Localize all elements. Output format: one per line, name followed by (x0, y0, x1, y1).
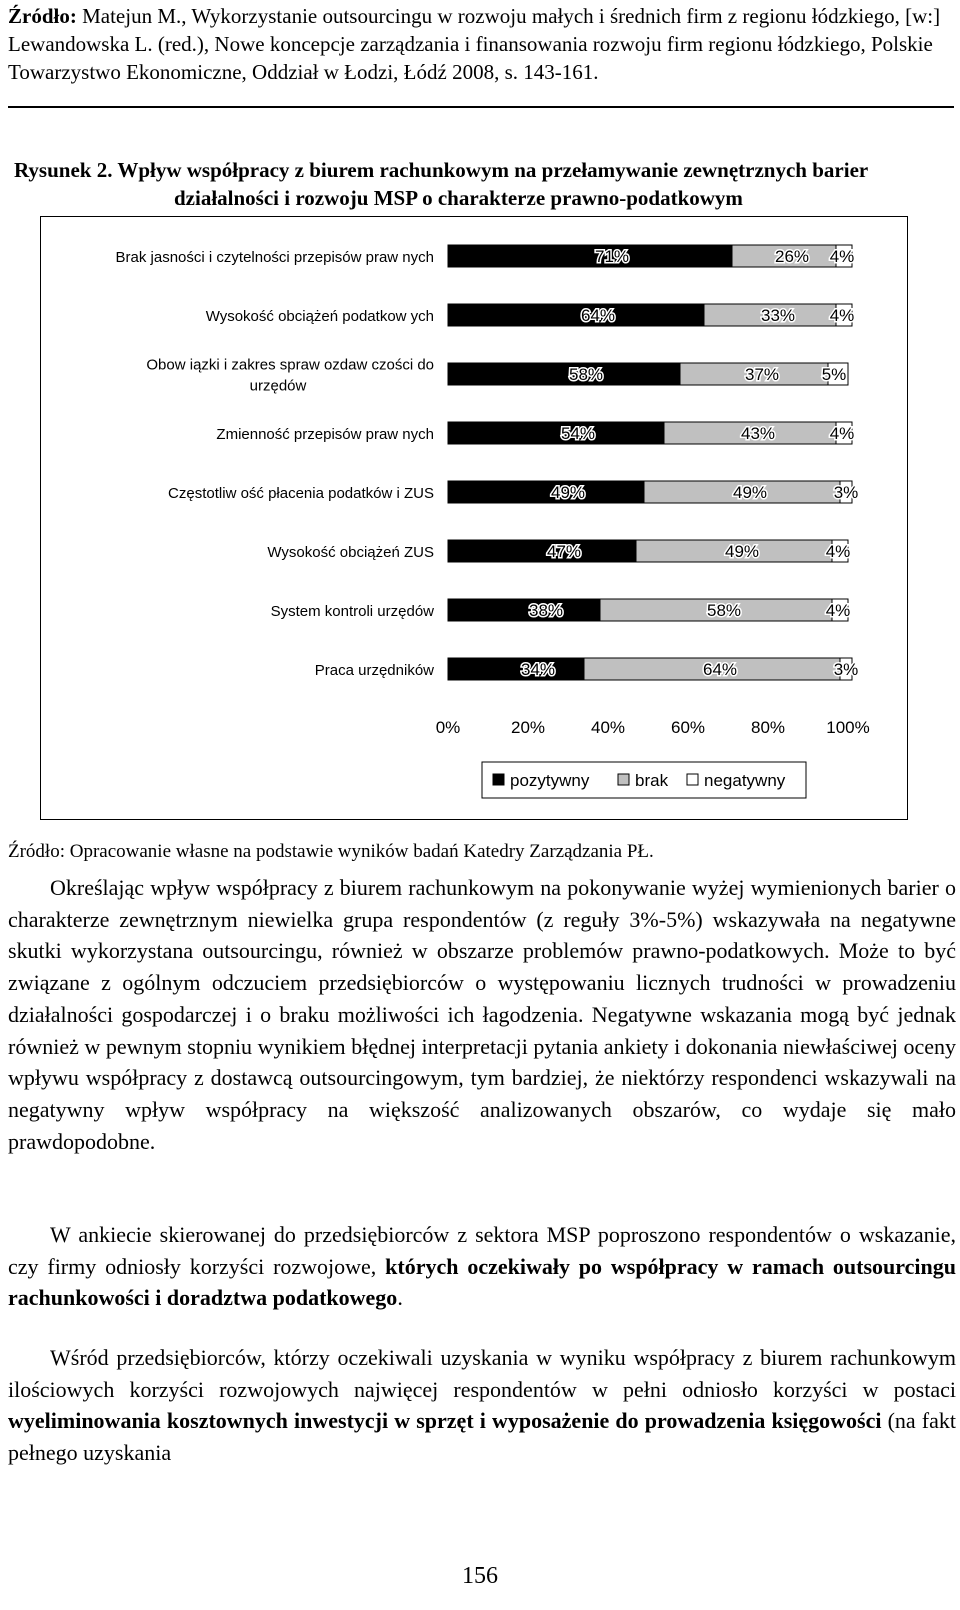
legend-swatch-brak (618, 774, 629, 785)
data-label: 26% (774, 247, 810, 266)
chart-frame (40, 216, 908, 820)
bar-segment-pozytywny (448, 658, 584, 680)
bar-segment-pozytywny (448, 245, 732, 267)
figure-title-line2: działalności i rozwoju MSP o charakterze prawno-podatkowym (174, 186, 743, 210)
bar-segment-pozytywny (448, 540, 636, 562)
category-label: Zmienność przepisów praw nych (216, 426, 434, 443)
bar-segment-pozytywny (448, 363, 680, 385)
data-label: 43% (740, 424, 776, 443)
data-label: 64% (702, 660, 738, 679)
data-label: 4% (825, 601, 851, 620)
legend-label-brak: brak (635, 771, 669, 790)
data-label: 71% (594, 247, 630, 266)
bar-segment-pozytywny (448, 304, 704, 326)
divider (8, 106, 954, 108)
paragraph-1-text: Określając wpływ współpracy z biurem rachunkowym na pokonywanie wyżej wymienionych barier o charakterze zewnętrznym niewielka grupa respondentów (z reguły 3%-5%) wskazywała na negatywne skutki wykorzystana outsourcingu, również w obszarze problemów prawno-podatkowych. Może to być związane z ogólnym odczuciem przedsiębiorców o występowaniu licznych trudności w prowadzeniu działalności gospodarczej i o braku możliwości ich łagodzenia. Negatywne wskazania mogą być jednak również w pewnym stopniu wynikiem błędnej interpretacji pytania ankiety i dokonania niewłaściwej oceny wpływu współpracy z dostawcą outsourcingowym, tym bardziej, że niektórzy respondenci wskazywali na negatywny wpływ współpracy na większość analizowanych obszarów, co wydaje się mało prawdopodobne. (8, 875, 956, 1154)
x-tick-label: 100% (826, 718, 870, 737)
data-label: 37% (744, 365, 780, 384)
data-label: 54% (560, 424, 596, 443)
bar-segment-pozytywny (448, 481, 644, 503)
data-label: 5% (821, 365, 847, 384)
data-label: 58% (568, 365, 604, 384)
data-label: 49% (550, 483, 586, 502)
data-label: 34% (520, 660, 556, 679)
source-citation (8, 2, 954, 86)
paragraph-2-text-a: W ankiecie skierowanej do przedsiębiorców z sektora MSP poproszono respondentów o wskazanie, czy firmy odniosły korzyści rozwojowe, (8, 1222, 956, 1279)
category-label: Brak jasności i czytelności przepisów praw nych (115, 249, 434, 266)
data-label: 4% (825, 542, 851, 561)
legend-label-pozytywny: pozytywny (510, 771, 590, 790)
paragraph-2-bold: których oczekiwały po współpracy w ramach outsourcingu rachunkowości i doradztwa podatkowego (8, 1253, 956, 1311)
x-tick-label: 40% (590, 718, 626, 737)
figure-title-line1: Rysunek 2. Wpływ współpracy z biurem rachunkowym na przełamywanie zewnętrznych barier (14, 158, 869, 182)
data-label: 4% (829, 247, 855, 266)
paragraph-3-bold: wyeliminowania kosztownych inwestycji w sprzęt i wyposażenie do prowadzenia księgowości (8, 1408, 882, 1434)
bar-segment-pozytywny (448, 422, 664, 444)
category-label: Obow iązki i zakres spraw ozdaw czości do (146, 356, 434, 374)
category-label: urzędów (249, 377, 307, 395)
paragraph-3 (8, 1342, 956, 1469)
bar-segment-pozytywny (448, 599, 600, 621)
data-label: 47% (546, 542, 582, 561)
data-label: 49% (732, 483, 768, 502)
data-label: 58% (706, 601, 742, 620)
data-label: 49% (724, 542, 760, 561)
source-label: Źródło: (8, 4, 77, 28)
paragraph-2 (8, 1219, 956, 1314)
category-label: Częstotliw ość płacenia podatków i ZUS (168, 485, 434, 502)
stacked-bar-chart (41, 217, 907, 819)
category-label: System kontroli urzędów (270, 603, 434, 620)
x-tick-label: 0% (435, 718, 461, 737)
legend-label-negatywny: negatywny (704, 771, 786, 790)
figure-source: Źródło: Opracowanie własne na podstawie wyników badań Katedry Zarządzania PŁ. (8, 841, 654, 862)
data-label: 4% (829, 424, 855, 443)
category-label: Wysokość obciążeń ZUS (267, 544, 434, 561)
legend-swatch-negatywny (687, 774, 698, 785)
data-label: 3% (833, 483, 859, 502)
x-tick-label: 80% (750, 718, 786, 737)
paragraph-1 (8, 872, 956, 1157)
figure-title (14, 156, 944, 212)
category-label: Wysokość obciążeń podatkow ych (205, 308, 434, 325)
data-label: 38% (528, 601, 564, 620)
paragraph-3-text-a: Wśród przedsiębiorców, którzy oczekiwali uzyskania w wyniku współpracy z biurem rachunkowym ilościowych korzyści rozwojowych najwięcej respondentów w pełni odniosło korzyści w postaci (8, 1345, 956, 1402)
paragraph-3-text-c: (na fakt pełnego uzyskania (8, 1408, 957, 1466)
x-tick-label: 20% (510, 718, 546, 737)
category-label: Praca urzędników (314, 662, 434, 679)
x-tick-label: 60% (670, 718, 706, 737)
page-number: 156 (462, 1563, 498, 1589)
data-label: 4% (829, 306, 855, 325)
data-label: 64% (580, 306, 616, 325)
legend-swatch-pozytywny (493, 774, 504, 785)
data-label: 3% (833, 660, 859, 679)
data-label: 33% (760, 306, 796, 325)
source-text: Matejun M., Wykorzystanie outsourcingu w rozwoju małych i średnich firm z regionu łódzkiego, [w:] Lewandowska L. (red.), Nowe koncepcje zarządzania i finansowania rozwoju firm regionu łódzkiego, Polskie Towarzystwo Ekonomiczne, Oddział w Łodzi, Łódź 2008, s. 143-161. (8, 4, 941, 84)
paragraph-2-text-c: . (397, 1285, 403, 1311)
